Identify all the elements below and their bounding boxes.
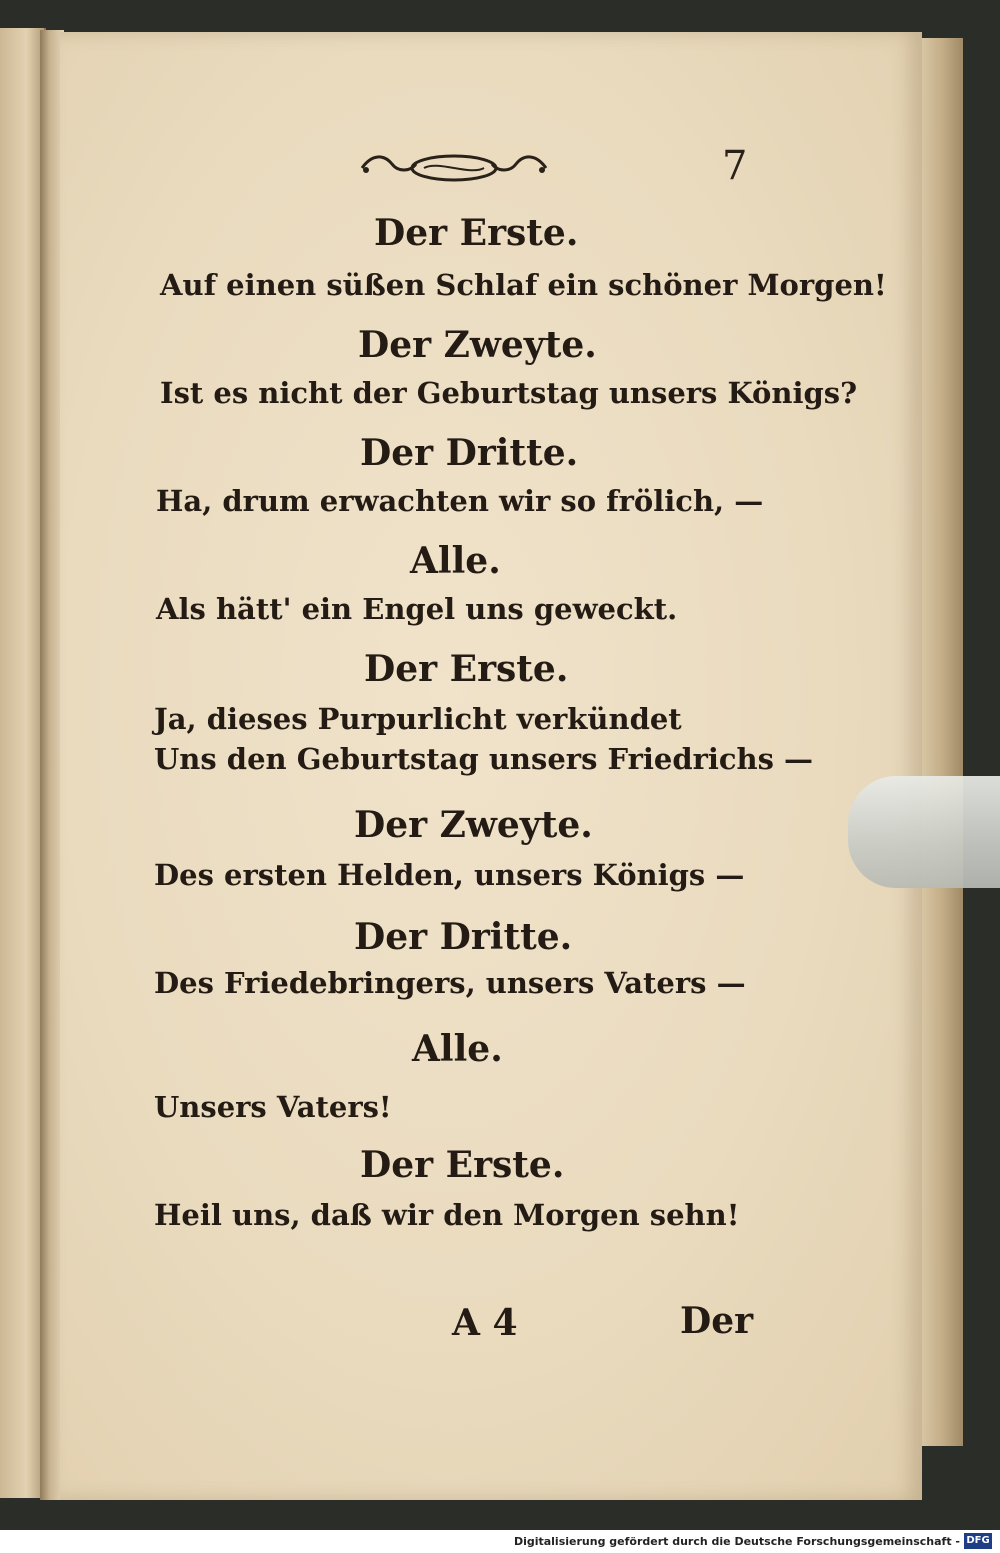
speaker-line: Der Erste. <box>360 1144 565 1186</box>
dfg-logo: DFG <box>964 1533 992 1549</box>
verse-line: Ja, dieses Purpurlicht verkündet <box>154 702 682 736</box>
page-stack-edge <box>920 38 963 1446</box>
speaker-line: Der Zweyte. <box>358 324 597 366</box>
verse-line: Des ersten Helden, unsers Königs — <box>154 858 745 892</box>
verse-line: Unsers Vaters! <box>154 1090 392 1124</box>
page-clip-tab <box>848 776 1000 888</box>
speaker-line: Der Dritte. <box>360 432 579 474</box>
verse-line: Des Friedebringers, unsers Vaters — <box>154 966 746 1000</box>
signature-mark: A 4 <box>452 1302 518 1344</box>
speaker-line: Der Dritte. <box>354 916 573 958</box>
speaker-line: Alle. <box>412 1028 503 1070</box>
catchword: Der <box>680 1300 754 1342</box>
page-number: 7 <box>722 143 748 189</box>
speaker-line: Der Erste. <box>364 648 569 690</box>
speaker-line: Der Zweyte. <box>354 804 593 846</box>
ornament-icon <box>354 146 554 190</box>
funding-credit: Digitalisierung gefördert durch die Deutsche Forschungsgemeinschaft - <box>513 1535 960 1548</box>
verse-line: Auf einen süßen Schlaf ein schöner Morgen! <box>160 268 887 302</box>
verse-line: Ist es nicht der Geburtstag unsers Königs? <box>160 376 858 410</box>
verse-line: Ha, drum erwachten wir so frölich, — <box>156 484 764 518</box>
speaker-line: Alle. <box>410 540 501 582</box>
speaker-line: Der Erste. <box>374 212 579 254</box>
verse-line: Heil uns, daß wir den Morgen sehn! <box>154 1198 740 1232</box>
verse-line: Als hätt' ein Engel uns geweckt. <box>156 592 678 626</box>
verse-line: Uns den Geburtstag unsers Friedrichs — <box>154 742 814 776</box>
